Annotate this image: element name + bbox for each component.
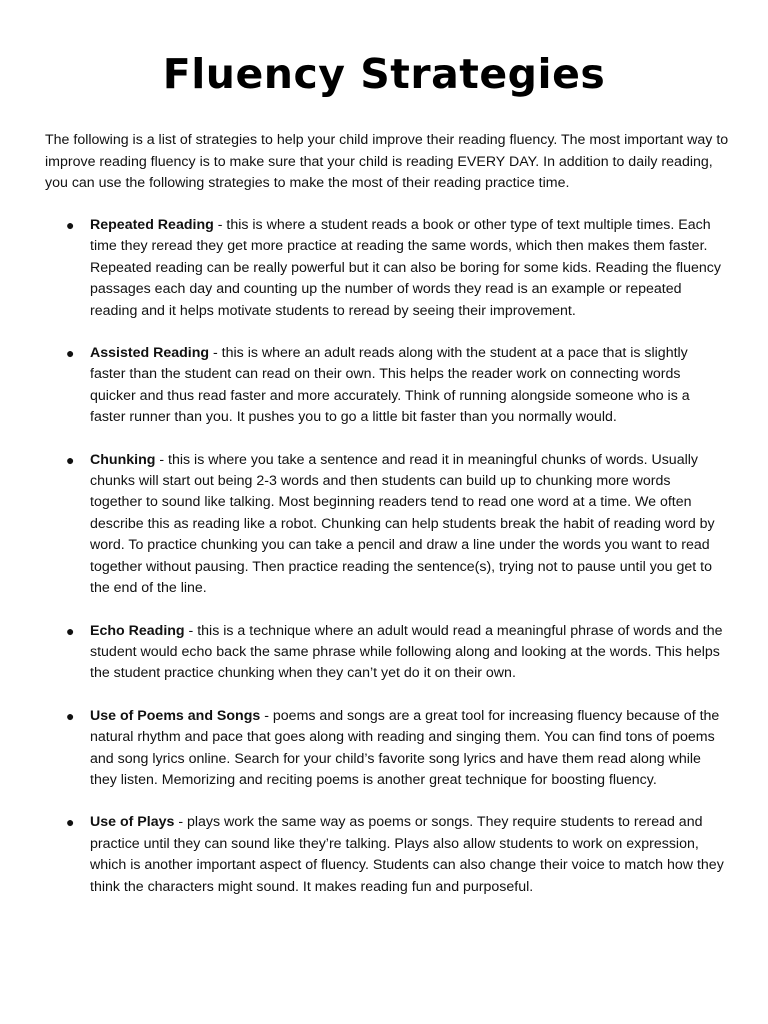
page-title: Fluency Strategies xyxy=(162,50,606,98)
bullet-icon: ● xyxy=(66,622,75,639)
strategy-term: Echo Reading xyxy=(90,622,185,639)
strategy-description: - poems and songs are a great tool for increasing fluency because of the natural rhythm and pace that goes along with reading and singing them. You can find tons of poems and song lyrics online. Search for your child’s favorite song lyrics and have them read along while they listen. Memorizing and reciting poems is another great technique for boosting fluency. xyxy=(90,707,720,788)
intro-paragraph: The following is a list of strategies to help your child improve their reading fluency. The most important way to improve reading fluency is to make sure that your child is reading EVERY DAY. In addition to daily reading, you can use the following strategies to make the most of their reading practice time. xyxy=(45,132,729,192)
strategy-term: Repeated Reading xyxy=(90,217,214,233)
strategy-description: - this is a technique where an adult would read a meaningful phrase of words and the student would echo back the same phrase while following along and looking at the words. This helps the student practice chunking when they can’t yet do it on their own. xyxy=(90,622,723,682)
strategy-term: Assisted Reading xyxy=(90,345,210,362)
bullet-icon: ● xyxy=(66,217,75,233)
strategy-term: Use of Plays xyxy=(90,814,175,831)
strategy-item-repeated-reading xyxy=(0,215,768,322)
strategy-term: Use of Poems and Songs xyxy=(90,707,261,724)
strategy-item-chunking xyxy=(0,450,768,600)
strategy-item-assisted-reading xyxy=(0,343,768,429)
strategy-description: - this is where you take a sentence and read it in meaningful chunks of words. Usually chunks will start out being 2-3 words and then students can build up to chunking more words together to sound like talking. Most beginning readers tend to read one word at a time. We often describe this as reading like a robot. Chunking can help students break the habit of reading word by word. To practice chunking you can take a pencil and draw a line under the words you want to read together without pausing. Then practice reading the sentence(s), trying not to pause until you get to the end of the line. xyxy=(90,451,715,597)
strategy-term: Chunking xyxy=(90,451,156,468)
bullet-icon: ● xyxy=(66,814,75,831)
bullet-icon: ● xyxy=(66,345,75,362)
strategy-item-echo-reading xyxy=(0,621,768,685)
strategy-description: - this is where a student reads a book or other type of text multiple times. Each time they reread they get more practice at reading the same words, which then makes them faster. Repeated reading can be really powerful but it can also be boring for some kids. Reading the fluency passages each day and counting up the number of words they read is an example or repeated reading and it helps motivate students to reread by seeing their improvement. xyxy=(90,217,721,319)
bullet-icon: ● xyxy=(66,451,75,468)
strategy-description: - plays work the same way as poems or songs. They require students to reread and practice until they can sound like they’re talking. Plays also allow students to work on expression, which is another important aspect of fluency. Students can also change their voice to match how they think the characters might sound. It makes reading fun and purposeful. xyxy=(90,814,724,895)
strategy-list xyxy=(0,215,768,919)
strategy-description: - this is where an adult reads along with the student at a pace that is slightly faster than the student can read on their own. This helps the reader work on connecting words quicker and thus read faster and more accurately. Think of running alongside someone who is a faster runner than you. It pushes you to go a little bit faster than you normally would. xyxy=(90,345,690,426)
strategy-item-plays xyxy=(0,812,768,898)
strategy-item-poems-and-songs xyxy=(0,706,768,792)
bullet-icon: ● xyxy=(66,707,75,724)
